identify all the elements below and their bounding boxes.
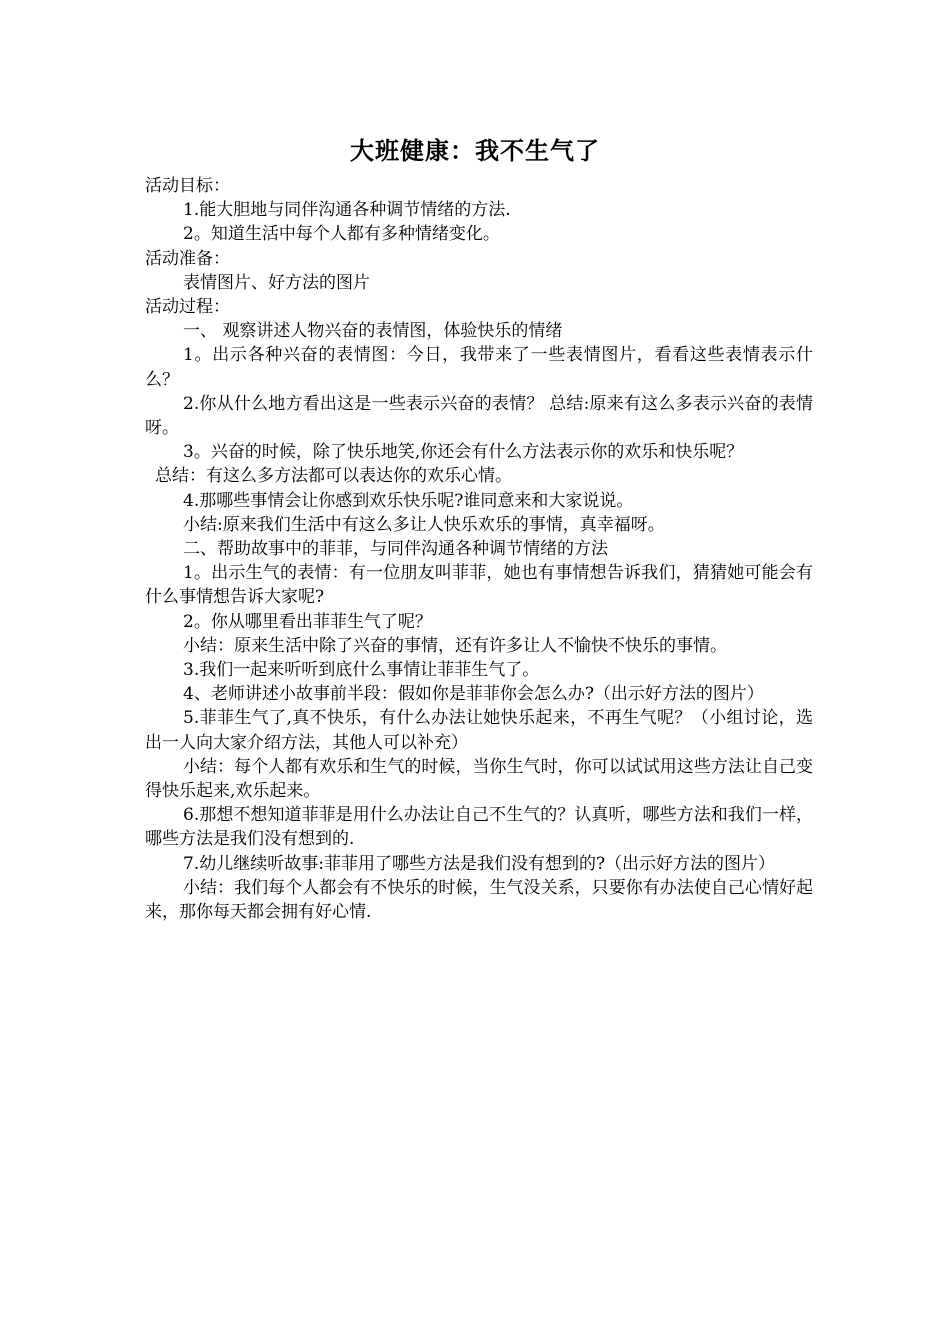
paragraph: 3.我们一起来听听到底什么事情让菲菲生气了。 — [183, 660, 540, 681]
paragraph: 3。兴奋的时候，除了快乐地笑,你还会有什么方法表示你的欢乐和快乐呢？ — [183, 442, 744, 463]
paragraph: 1。出示生气的表情：有一位朋友叫菲菲，她也有事情想告诉我们，猜猜她可能会有什么事情想告诉大家呢? — [145, 563, 813, 608]
paragraph: 表情图片、好方法的图片 — [183, 272, 370, 293]
paragraph: 5.菲菲生气了,真不快乐，有什么办法让她快乐起来，不再生气呢？（小组讨论，选出一人向大家介绍方法，其他人可以补充） — [145, 708, 813, 753]
paragraph: 活动过程： — [145, 297, 230, 318]
paragraph: 1。出示各种兴奋的表情图：今日，我带来了一些表情图片，看看这些表情表示什么？ — [145, 345, 813, 390]
paragraph: 1.能大胆地与同伴沟通各种调节情绪的方法. — [183, 200, 511, 221]
paragraph: 4.那哪些事情会让你感到欢乐快乐呢?谁同意来和大家说说。 — [183, 490, 634, 511]
document-title: 大班健康：我不生气了 — [350, 137, 600, 165]
paragraph: 小结：每个人都有欢乐和生气的时候，当你生气时，你可以试试用这些方法让自己变得快乐起来,欢乐起来。 — [145, 756, 813, 802]
paragraph: 活动目标： — [145, 176, 230, 196]
paragraph: 6.那想不想知道菲菲是用什么办法让自己不生气的？认真听，哪些方法和我们一样，哪些方法是我们没有想到的. — [145, 805, 813, 850]
paragraph: 一、 观察讲述人物兴奋的表情图，体验快乐的情绪 — [183, 321, 563, 342]
paragraph: 2.你从什么地方看出这是一些表示兴奋的表情？ 总结:原来有这么多表示兴奋的表情呀。 — [145, 393, 813, 439]
document-body — [145, 174, 813, 924]
paragraph: 小结:原来我们生活中有这么多让人快乐欢乐的事情，真幸福呀。 — [183, 514, 665, 535]
paragraph: 小结：原来生活中除了兴奋的事情，还有许多让人不愉快不快乐的事情。 — [183, 635, 727, 656]
paragraph: 总结：有这么多方法都可以表达你的欢乐心情。 — [155, 466, 512, 487]
paragraph: 7.幼儿继续听故事:菲菲用了哪些方法是我们没有想到的?（出示好方法的图片） — [183, 853, 776, 874]
paragraph: 4、老师讲述小故事前半段：假如你是菲菲你会怎么办?（出示好方法的图片） — [183, 684, 764, 705]
paragraph: 二、帮助故事中的菲菲，与同伴沟通各种调节情绪的方法 — [183, 539, 608, 560]
paragraph: 2。你从哪里看出菲菲生气了呢？ — [183, 611, 432, 632]
paragraph: 活动准备： — [145, 248, 230, 269]
paragraph: 小结：我们每个人都会有不快乐的时候，生气没关系，只要你有办法使自己心情好起来，那你每天都会拥有好心情. — [145, 877, 813, 923]
paragraph: 2。知道生活中每个人都有多种情绪变化。 — [183, 224, 500, 245]
